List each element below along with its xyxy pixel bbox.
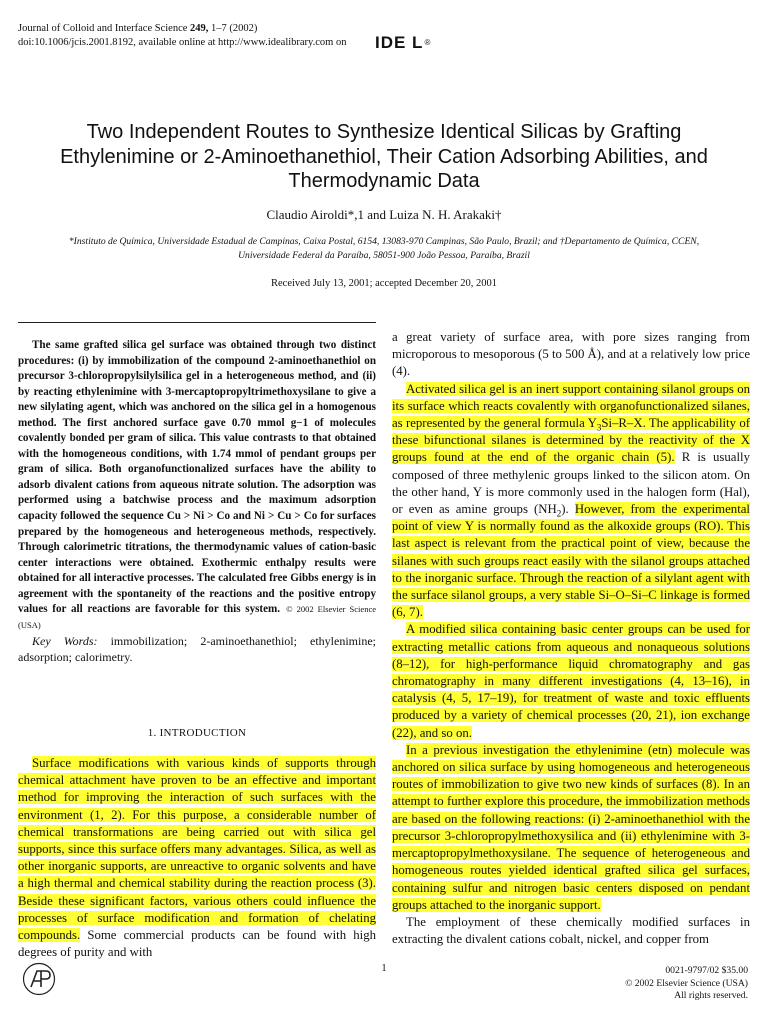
ideal-logo (375, 34, 431, 51)
abstract-rule (18, 322, 376, 323)
highlight-5: A modified silica containing basic center groups can be used for extracting metallic cations from aqueous and nonaqueous solutions (8–12), for high-performance liquid chromatography and gas chromatography in many different investigations (4, 13–16), in catalysis (4, 5, 17–19), for treatment of waste and toxic effluents produced by a variety of chemical processes (20, 21), ion exchange (22), and so on. (392, 622, 750, 740)
page-number: 1 (381, 963, 387, 974)
highlight-1: Surface modifications with various kinds of supports through chemical attachment have proven to be an effective and important method for improving the interaction of such surfaces with the environment (1, 2). For this purpose, a considerable number of chemical transformations are being carried out with silica gel supports, since this surface offers many advantages. Silica, as well as other inorganic supports, are unreactive to organic solvents and have a high thermal and chemical stability during the reaction process (3). (18, 756, 376, 891)
p2-text-c: R is usually composed of three methylenic groups linked to the silicon atom. On the other hand, Y is more commonly used in the halogen form (Hal), or even as amine groups (NH (392, 450, 750, 517)
p2-subscript-3: 3 (596, 422, 602, 433)
ideal-logo-text: IDE L (375, 33, 424, 52)
abstract-text: The same grafted silica gel surface was obtained through two distinct procedures: (i) by immobilization of the compound 2-aminoethanethiol on precursor 3-chloropropylsilylsilica gel in a heterogeneous method, and (ii) by reacting ethylenimine with 3-mercaptopropyltrimethoxysilane to give a new silylating agent, which was anchored on the silica gel in a homogenous method. The first anchored surface gave 0.70 mmol g−1 of molecules covalently bonded per gram of silica. This value contrasts to that obtained with the homogeneous conditions, with 1.74 mmol of pendant groups per gram of silica. Both organofunctionalized surfaces have the ability to adsorb divalent cations from aqueous nitrate solution. The adsorption was performed using a batchwise process and the maximum adsorption capacity followed the sequence Cu > Ni > Co and Ni > Cu > Co for surfaces prepared by the homogeneous and heterogeneous methods, respectively. Through calorimetric titrations, the thermodynamic values of cation-basic center interactions were obtained. Exothermic enthalpy results were obtained for all interactive processes. The calculated free Gibbs energy is in agreement with the spontaneity of the reactions and the positive entropy values for all reactions are favorable for this system. (18, 339, 376, 616)
abstract-block (18, 338, 376, 665)
intro-paragraph-5: The employment of these chemically modified surfaces in extracting the divalent cations cobalt, nickel, and copper from (392, 914, 750, 947)
intro-paragraph-2 (392, 381, 750, 622)
doi-line: doi:10.1006/jcis.2001.8192, available online at http://www.idealibrary.com on (18, 37, 347, 48)
registered-mark: ® (424, 38, 432, 47)
highlight-4: However, from the experimental point of view Y is normally found as the alkoxide groups (RO). This last aspect is relevant from the practical point of view, because the silanes with such groups react easily with the silanol groups attached to the inorganic surface. Through the reaction of a silylant agent with the surface silanol groups, a very stable Si–O–Si–C linkage is formed (6, 7). (392, 502, 750, 620)
section-heading-introduction: 1. INTRODUCTION (147, 727, 247, 739)
p2-text-a: Activated silica gel is an inert support containing silanol groups on its surface which reacts covalently with organofunctionalized silanes, as represented by the general formula Y (392, 381, 750, 431)
intro-paragraph-4 (392, 742, 750, 914)
journal-pages: 1–7 (2002) (211, 23, 258, 34)
intro-paragraph-1 (18, 755, 376, 961)
journal-name: Journal of Colloid and Interface Science (18, 23, 188, 34)
abstract-paragraph (18, 338, 376, 633)
all-rights: All rights reserved. (674, 990, 748, 1001)
intro-paragraph-1-rest: Some commercial products can be found with high degrees of purity and with (18, 928, 376, 960)
p2-subscript-2: 2 (556, 508, 562, 519)
continued-paragraph: a great variety of surface area, with pore sizes ranging from microporous to mesoporous (5 to 500 Å), and at a relatively low price (4). (392, 330, 750, 379)
intro-paragraph-3 (392, 621, 750, 741)
journal-header (18, 22, 346, 50)
paper-title: Two Independent Routes to Synthesize Identical Silicas by Grafting Ethylenimine or 2-Aminoethanethiol, Their Cation Adsorbing Abilities, and Thermodynamic Data (60, 121, 708, 192)
abstract-copyright: © 2002 Elsevier Science (USA) (18, 604, 376, 630)
p2-text-d: ). (561, 502, 569, 517)
right-column (392, 329, 750, 948)
journal-volume: 249, (190, 23, 209, 34)
keywords-label: Key Words: (32, 634, 98, 649)
p2-text-b: Si–R–X. The applicability of these bifunctional silanes is determined by the reactivity of the X groups found at the end of the organic chain (5). (392, 416, 750, 465)
footer-rights (625, 965, 748, 1003)
keywords (18, 633, 376, 665)
received-date: Received July 13, 2001; accepted December 20, 2001 (271, 278, 497, 289)
footer-copyright: © 2002 Elsevier Science (USA) (625, 977, 748, 989)
keywords-text: immobilization; 2-aminoethanethiol; ethylenimine; adsorption; calorimetry. (18, 634, 377, 665)
highlight-2: Beside these significant factors, various others could influence the processes of surface modification and formation of chelating compounds. (18, 893, 376, 943)
left-column (18, 755, 376, 961)
author-list: Claudio Airoldi*,1 and Luiza N. H. Arakaki† (266, 207, 502, 222)
issn-price: 0021-9797/02 $35.00 (665, 965, 748, 976)
journal-citation (18, 22, 346, 36)
affiliation: *Instituto de Química, Universidade Estadual de Campinas, Caixa Postal, 6154, 13083-970 Campinas, São Paulo, Brazil; and †Departamento de Química, CCEN, Universidade Federal da Paraíba, 58051-900 João Pessoa, Paraíba, Brazil (68, 236, 700, 261)
highlight-6: In a previous investigation the ethylenimine (etn) molecule was anchored on silica surface by using homogeneous and heterogeneous routes of immobilization to give two new kinds of surfaces (8). In an attempt to further explore this procedure, the immobilization methods are based on the following reactions: (i) 2-aminoethanethiol with the precursor 3-chloropropylmethoxysilica and (ii) ethylenimine with 3-mercaptopropylmethoxysilane. The sequence of heterogeneous and homogeneous routes yielded identical grafted silica gel surfaces, containing sulfur and nitrogen basic centers disposed on pendant groups attached to the inorganic support. (392, 742, 750, 912)
